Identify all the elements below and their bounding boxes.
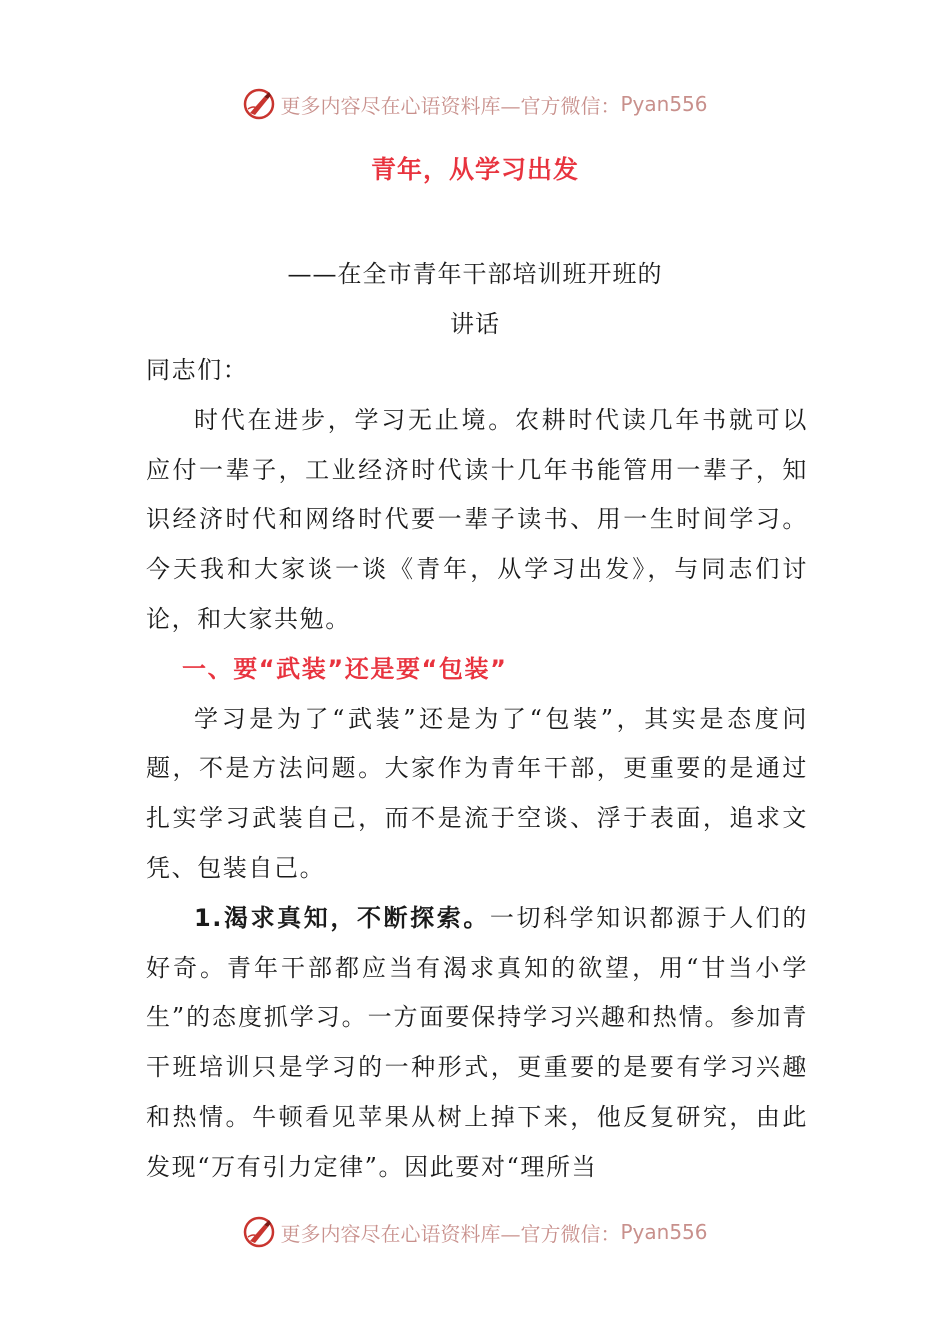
pen-logo-icon: [242, 1215, 276, 1249]
paragraph-intro: 时代在进步，学习无止境。农耕时代读几年书就可以应付一辈子，工业经济时代读十几年书能管用一辈子，知识经济时代和网络时代要一辈子读书、用一生时间学习。今天我和大家谈一谈《青年，从学习出发》，与同志们讨论，和大家共勉。: [146, 405, 808, 633]
document-title: 青年，从学习出发: [370, 155, 579, 184]
header-banner: [0, 84, 950, 124]
point1-body: 一切科学知识都源于人们的好奇。青年干部都应当有渴求真知的欲望，用“甘当小学生”的态度抓学习。一方面要保持学习兴趣和热情。参加青干班培训只是学习的一种形式，更重要的是要有学习兴趣和热情。牛顿看见苹果从树上掉下来，他反复研究，由此发现“万有引力定律”。因此要对“理所当: [146, 903, 808, 1181]
paragraph-point1: [146, 894, 808, 1193]
banner-text: 更多内容尽在心语资料库—官方微信：: [280, 93, 621, 118]
section-heading-1: 一、要“武装”还是要“包装”: [182, 654, 508, 683]
document-subtitle-line1: ——在全市青年干部培训班开班的: [287, 260, 663, 288]
document-body: [146, 346, 808, 1193]
footer-banner: [0, 1212, 950, 1252]
banner-wechat-id: Pyan556: [620, 92, 708, 116]
salutation: 同志们：: [146, 356, 249, 384]
document-subtitle-line2: 讲话: [450, 310, 500, 338]
banner-wechat-id: Pyan556: [620, 1220, 708, 1244]
point1-lead: 1.渴求真知，不断探索。: [194, 903, 490, 932]
paragraph-section1: 学习是为了“武装”还是为了“包装”，其实是态度问题，不是方法问题。大家作为青年干部，更重要的是通过扎实学习武装自己，而不是流于空谈、浮于表面，追求文凭、包装自己。: [146, 704, 808, 882]
pen-logo-icon: [242, 87, 276, 121]
banner-text: 更多内容尽在心语资料库—官方微信：: [280, 1221, 621, 1246]
